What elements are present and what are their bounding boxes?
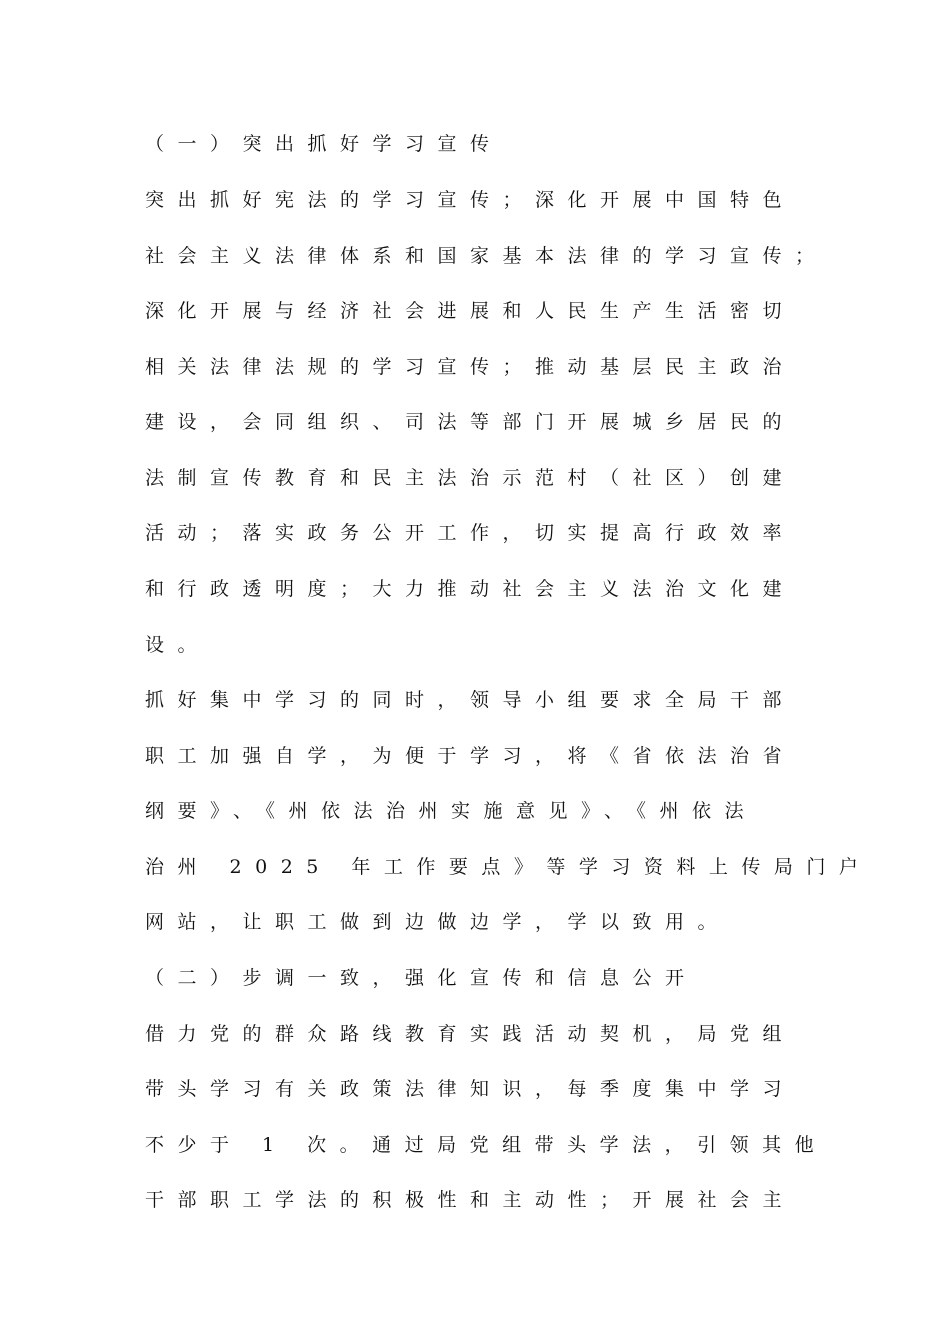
text-line: 建设，会同组织、司法等部门开展城乡居民的 [145, 411, 796, 433]
text-line: 社会主义法律体系和国家基本法律的学习宣传； [145, 245, 828, 267]
text-line: 治州 2025 年工作要点》等学习资料上传局门户 [145, 856, 872, 878]
heading-section-1: （一）突出抓好学习宣传 [145, 133, 503, 155]
text-line: 带头学习有关政策法律知识，每季度集中学习 [145, 1078, 796, 1100]
text-line: 网站，让职工做到边做边学，学以致用。 [145, 911, 731, 933]
heading-section-2: （二）步调一致，强化宣传和信息公开 [145, 967, 698, 989]
text-line: 深化开展与经济社会进展和人民生产生活密切 [145, 300, 796, 322]
text-line: 不少于 1 次。通过局党组带头学法，引领其他 [145, 1134, 828, 1156]
text-line: 相关法律法规的学习宣传；推动基层民主政治 [145, 356, 796, 378]
text-line: 和行政透明度；大力推动社会主义法治文化建 [145, 578, 796, 600]
text-line: 设。 [145, 634, 211, 656]
text-line: 干部职工学法的积极性和主动性；开展社会主 [145, 1189, 796, 1211]
text-line: 职工加强自学，为便于学习，将《省依法治省 [145, 745, 796, 767]
text-line: 纲要》、《州依法治州实施意见》、《州依法 [145, 800, 758, 822]
text-line: 法制宣传教育和民主法治示范村（社区）创建 [145, 467, 796, 489]
text-line: 借力党的群众路线教育实践活动契机，局党组 [145, 1023, 796, 1045]
text-line: 抓好集中学习的同时，领导小组要求全局干部 [145, 689, 796, 711]
text-line: 突出抓好宪法的学习宣传；深化开展中国特色 [145, 189, 796, 211]
text-line: 活动；落实政务公开工作，切实提高行政效率 [145, 522, 796, 544]
